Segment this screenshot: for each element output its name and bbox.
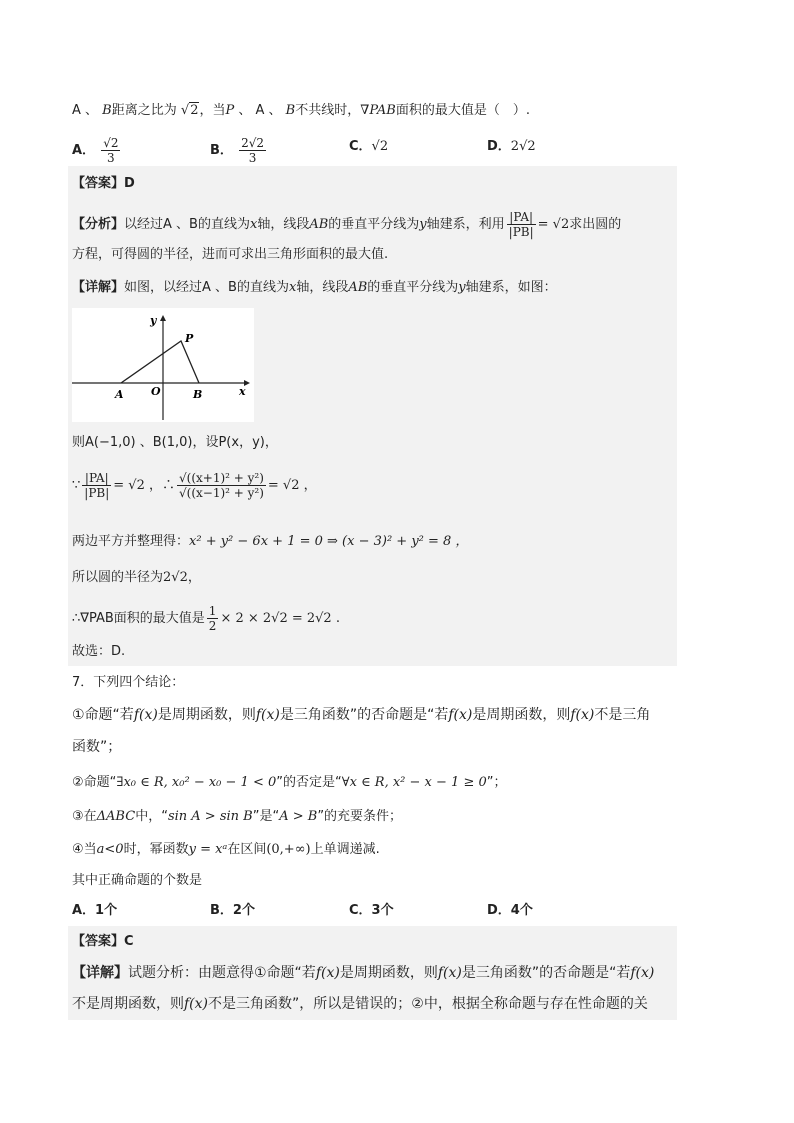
detail-6-choose: 故选：D. — [72, 644, 126, 659]
detail-6-line-1: 【详解】如图，以经过A 、B的直线为x轴，线段AB的垂直平分线为y轴建系，如图： — [72, 280, 557, 295]
detail-6-step-3: 两边平方并整理得：x² + y² − 6x + 1 = 0 ⇒ (x − 3)² + y² = 8 ， — [72, 534, 469, 549]
q7-item-1-cont: 函数”； — [72, 739, 122, 755]
option-d: D．2√2 — [487, 139, 536, 154]
answer-7-line: 【答案】C — [72, 934, 134, 949]
analysis-6-line-2: 方程，可得圆的半径，进而可求出三角形面积的最大值. — [72, 247, 389, 262]
q7-option-c: C．3个 — [349, 903, 394, 918]
q7-question: 其中正确命题的个数是 — [72, 873, 203, 888]
point-b-label: B — [193, 388, 203, 401]
detail-7-line-1: 【详解】试题分析：由题意得①命题“若f(x)是周期函数，则f(x)是三角函数”的否命题是“若f(x) — [72, 965, 655, 981]
option-a: A． $\frac{√2}{3}$ — [72, 136, 119, 165]
q7-option-a: A．1个 — [72, 903, 118, 918]
x-axis-label: x — [239, 385, 246, 398]
detail-6-step-5: ∴∇PAB面积的最大值是 $\frac{1}{2}$ × 2 × 2√2 = 2√2 . — [72, 604, 340, 633]
detail-6-step-4: 所以圆的半径为2√2， — [72, 570, 201, 585]
y-axis-label: y — [150, 314, 157, 327]
analysis-6-line-1: 【分析】以经过A 、B的直线为x轴，线段AB的垂直平分线为y轴建系，利用 $\frac{|PA|}{|PB|}$ = √2求出圆的 — [72, 210, 622, 239]
q7-option-d: D．4个 — [487, 903, 533, 918]
q7-item-1: ①命题“若f(x)是周期函数，则f(x)是三角函数”的否命题是“若f(x)是周期函数，则f(x)不是三角 — [72, 707, 651, 723]
q7-item-2: ②命题“∃x₀ ∈ R, x₀² − x₀ − 1 < 0”的否定是“∀x ∈ R, x² − x − 1 ≥ 0”； — [72, 775, 507, 790]
coordinate-figure — [72, 308, 254, 422]
detail-6-step-1: 则A(−1,0) 、B(1,0)，设P(x，y)， — [72, 435, 278, 450]
option-b: B． $\frac{2√2}{3}$ — [210, 136, 264, 165]
q7-item-4: ④当a<0时，幂函数y = xᵃ在区间(0,+∞)上单调递减. — [72, 842, 380, 857]
detail-6-step-2: ∵ $\frac{|PA|}{|PB|}$ = √2 ，∴ $\frac{\text{√((x+1)² + y²)}}{\text{√((x−1)² + y²)}}$ = √2 ， — [72, 471, 317, 500]
origin-label: O — [151, 385, 161, 398]
question-6-stem: A 、 B距离之比为 √2，当P 、 A 、 B不共线时，∇PAB面积的最大值是（ ）. — [72, 103, 530, 118]
point-a-label: A — [115, 388, 124, 401]
option-c: C．√2 — [349, 139, 389, 154]
answer-6-line: 【答案】D — [72, 176, 135, 191]
q7-option-b: B．2个 — [210, 903, 255, 918]
detail-7-line-2: 不是周期函数，则f(x)不是三角函数”，所以是错误的；②中，根据全称命题与存在性命题的关 — [72, 996, 648, 1012]
point-p-label: P — [185, 332, 194, 345]
q7-item-3: ③在ΔABC中，“sin A > sin B”是“A > B”的充要条件； — [72, 809, 403, 824]
question-7-title: 7．下列四个结论： — [72, 675, 185, 690]
